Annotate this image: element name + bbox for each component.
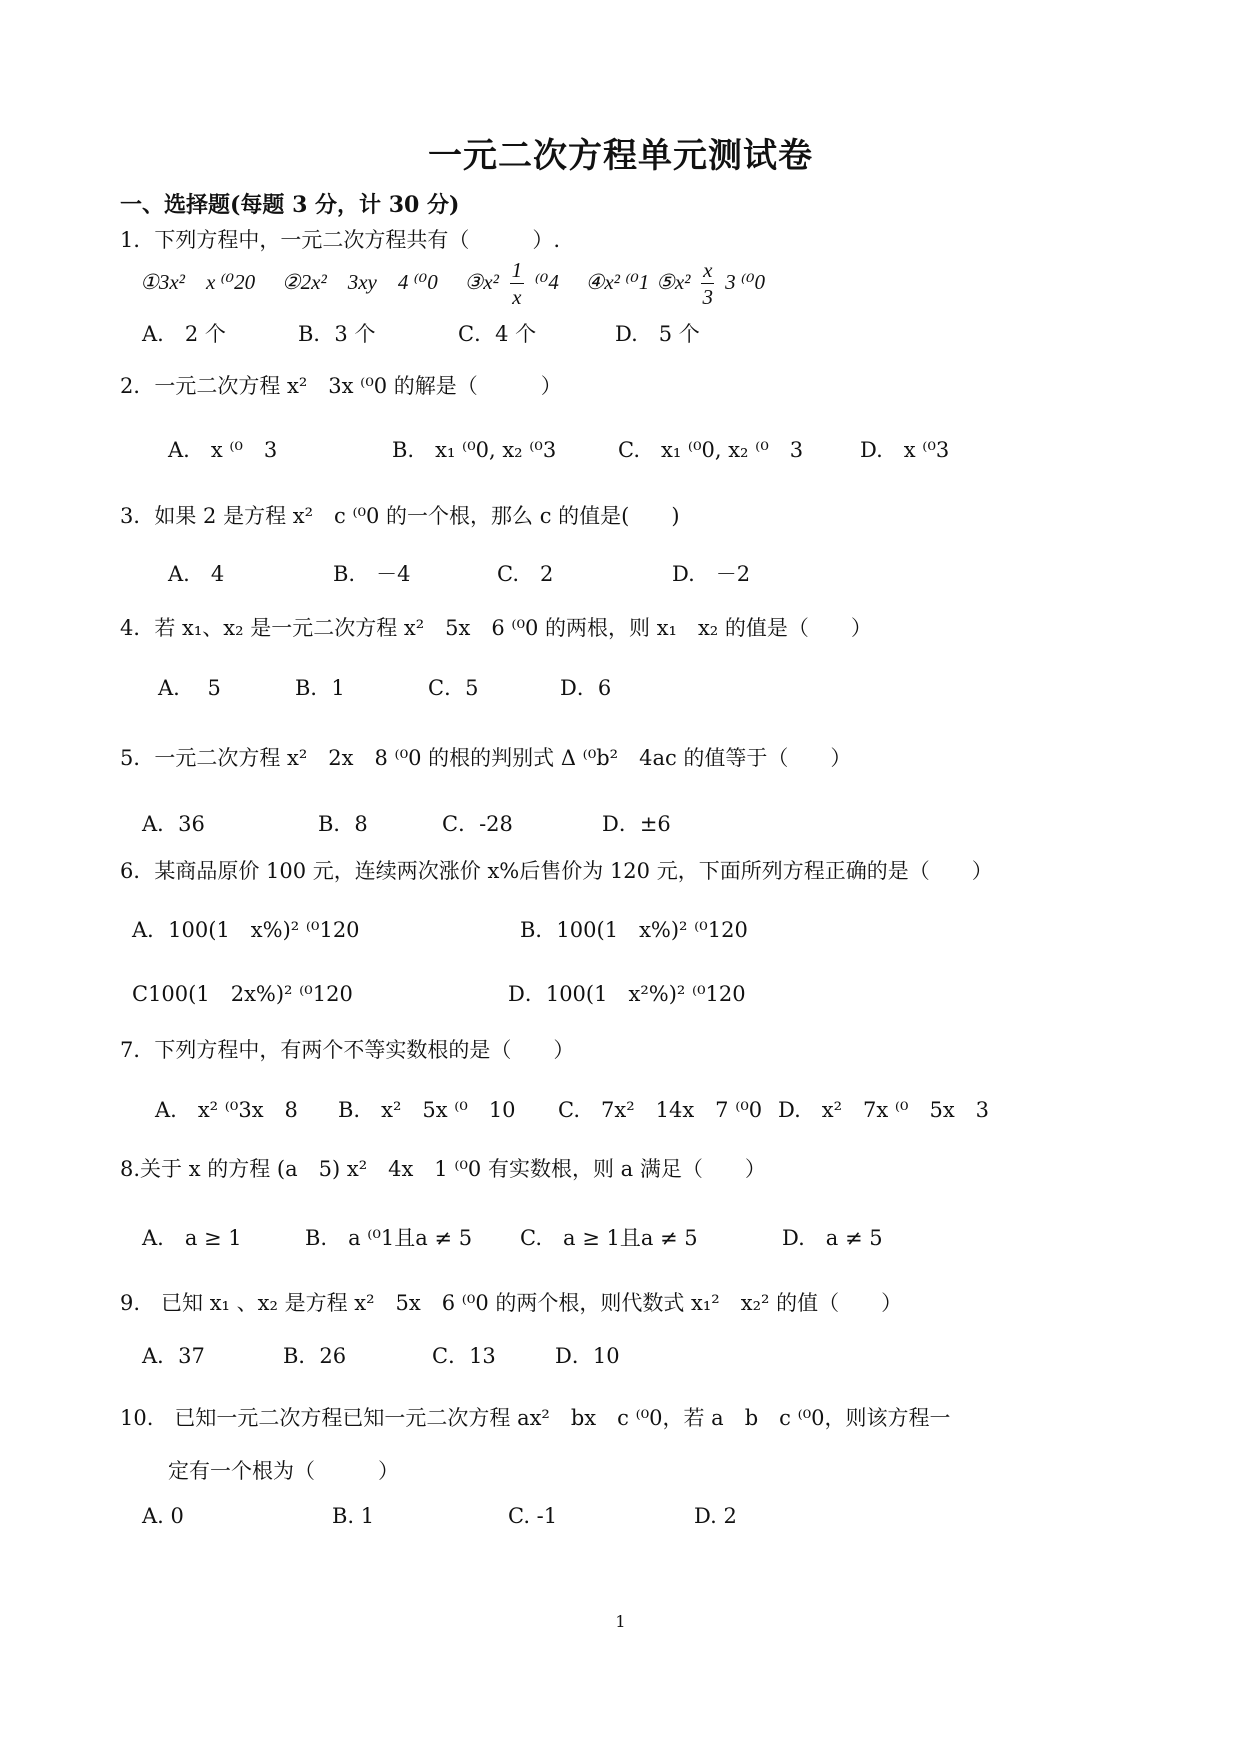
question-1-stem: 1．下列方程中，一元二次方程共有（ ）.: [120, 228, 561, 252]
q7-option-a: A. x² ⁽⁰3x 8: [155, 1098, 298, 1122]
q10-option-a: A. 0: [142, 1504, 184, 1528]
question-4-stem: 4．若 x₁、x₂ 是一元二次方程 x² 5x 6 ⁽⁰0 的两根，则 x₁ x₂ 的值是（ ）: [120, 616, 872, 640]
q1-option-a: A. 2 个: [142, 322, 226, 346]
page-title: 一元二次方程单元测试卷: [428, 136, 813, 176]
q3-option-a: A. 4: [168, 562, 225, 586]
q2-option-a: A. x ⁽⁰ 3: [168, 438, 278, 462]
q2-option-c: C. x₁ ⁽⁰0, x₂ ⁽⁰ 3: [618, 438, 804, 462]
question-1-items: [140, 254, 765, 310]
question-10-stem: 10. 已知一元二次方程已知一元二次方程 ax² bx c ⁽⁰0，若 a b c ⁽⁰0，则该方程一: [120, 1406, 951, 1430]
q1-item-3-rhs: ⁽⁰4: [534, 270, 559, 294]
q5-option-c: C．-28: [442, 812, 513, 836]
q1-item-5-fraction: $\frac{x}{3}$: [702, 258, 714, 309]
q5-option-a: A．36: [142, 812, 205, 836]
q1-item-5-rhs: 3 ⁽⁰0: [725, 270, 765, 294]
q2-option-b: B. x₁ ⁽⁰0, x₂ ⁽⁰3: [392, 438, 557, 462]
q5-option-b: B．8: [318, 812, 368, 836]
q8-option-b: B. a ⁽⁰1且a ≠ 5: [305, 1226, 473, 1250]
question-7-stem: 7．下列方程中，有两个不等实数根的是（ ）: [120, 1038, 575, 1062]
q6-option-c: C100(1 2x%)² ⁽⁰120: [132, 982, 353, 1006]
q10-option-b: B. 1: [332, 1504, 375, 1528]
q1-item-4: ④x² ⁽⁰1: [585, 270, 650, 294]
q6-option-d: D．100(1 x²%)² ⁽⁰120: [508, 982, 746, 1006]
question-6-stem: 6．某商品原价 100 元，连续两次涨价 x%后售价为 120 元，下面所列方程正确的是（ ）: [120, 859, 993, 883]
q4-option-c: C．5: [428, 676, 479, 700]
q3-option-c: C. 2: [497, 562, 554, 586]
q7-option-b: B. x² 5x ⁽⁰ 10: [338, 1098, 516, 1122]
q1-option-d: D. 5 个: [615, 322, 700, 346]
question-8-stem: 8.关于 x 的方程 (a 5) x² 4x 1 ⁽⁰0 有实数根，则 a 满足（ ）: [120, 1157, 766, 1181]
q8-option-c: C. a ≥ 1且a ≠ 5: [520, 1226, 698, 1250]
q1-item-1: ①3x² x ⁽⁰20: [140, 270, 256, 294]
q3-option-b: B. －4: [333, 562, 411, 586]
q5-option-d: D．±6: [602, 812, 671, 836]
q1-option-b: B．3 个: [298, 322, 376, 346]
q8-option-d: D. a ≠ 5: [782, 1226, 883, 1250]
q9-option-b: B．26: [283, 1344, 347, 1368]
question-9-stem: 9. 已知 x₁ 、x₂ 是方程 x² 5x 6 ⁽⁰0 的两个根，则代数式 x₁² x₂² 的值（ ）: [120, 1291, 903, 1315]
q1-item-2: ②2x² 3xy 4 ⁽⁰0: [281, 270, 438, 294]
q4-option-a: A. 5: [158, 676, 221, 700]
question-5-stem: 5．一元二次方程 x² 2x 8 ⁽⁰0 的根的判别式 Δ ⁽⁰b² 4ac 的值等于（ ）: [120, 746, 852, 770]
q7-option-c: C. 7x² 14x 7 ⁽⁰0: [558, 1098, 763, 1122]
section-heading: 一、选择题(每题 3 分，计 30 分): [120, 192, 460, 218]
q1-item-5: ⑤x²: [656, 270, 691, 294]
q8-option-a: A. a ≥ 1: [142, 1226, 242, 1250]
q1-item-3-fraction: $\frac{1}{x}$: [511, 258, 523, 309]
q6-option-b: B．100(1 x%)² ⁽⁰120: [520, 918, 748, 942]
question-3-stem: 3．如果 2 是方程 x² c ⁽⁰0 的一个根，那么 c 的值是( ): [120, 504, 680, 528]
q1-option-c: C．4 个: [458, 322, 537, 346]
question-2-stem: 2．一元二次方程 x² 3x ⁽⁰0 的解是（ ）: [120, 374, 562, 398]
question-10-stem-cont: 定有一个根为（ ）: [168, 1459, 399, 1483]
q3-option-d: D. －2: [672, 562, 751, 586]
page-number: 1: [615, 1612, 626, 1631]
q1-item-3: ③x²: [464, 270, 499, 294]
q9-option-d: D．10: [555, 1344, 620, 1368]
q2-option-d: D. x ⁽⁰3: [860, 438, 950, 462]
q9-option-a: A．37: [142, 1344, 205, 1368]
q4-option-d: D．6: [560, 676, 612, 700]
q9-option-c: C．13: [432, 1344, 496, 1368]
q7-option-d: D. x² 7x ⁽⁰ 5x 3: [778, 1098, 990, 1122]
q6-option-a: A．100(1 x%)² ⁽⁰120: [132, 918, 360, 942]
q4-option-b: B．1: [295, 676, 345, 700]
q10-option-c: C. -1: [508, 1504, 558, 1528]
q10-option-d: D. 2: [694, 1504, 737, 1528]
